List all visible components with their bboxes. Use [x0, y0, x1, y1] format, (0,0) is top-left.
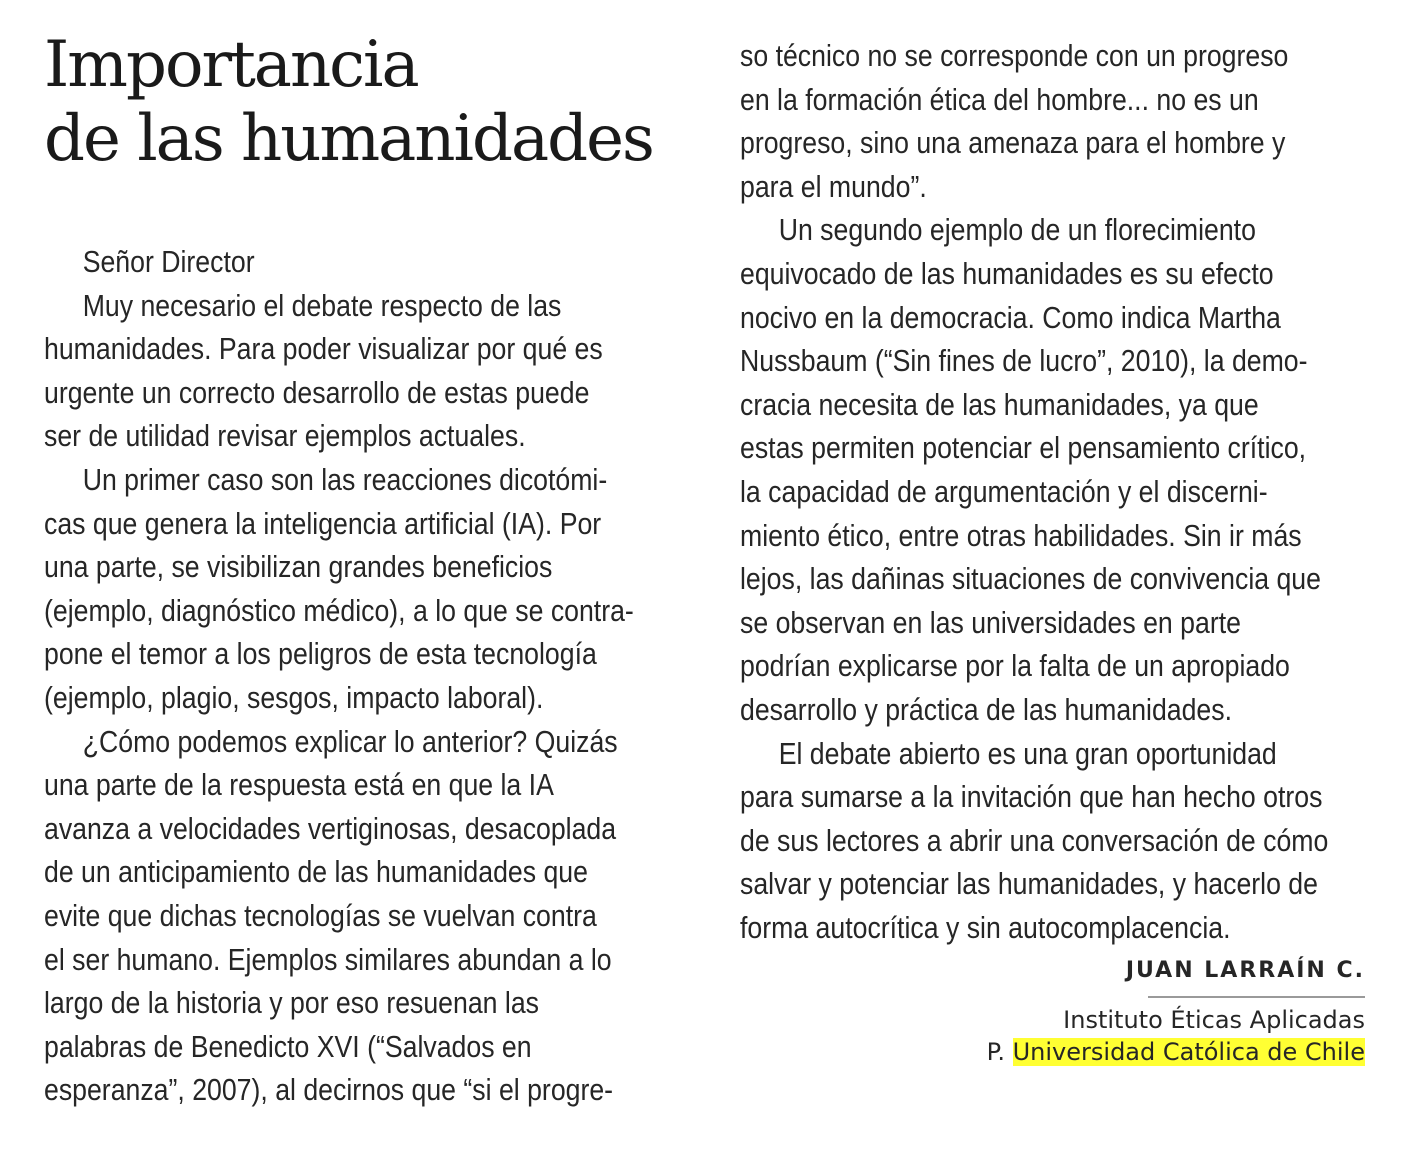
left-column-line: esperanza”, 2007), al decirnos que “si el progre- [44, 1072, 614, 1108]
article-title [44, 28, 684, 176]
university-name: Universidad Católica de Chile [1012, 1038, 1365, 1066]
title-line-1: Importancia [44, 28, 418, 102]
right-column-line: Un segundo ejemplo de un florecimiento [778, 212, 1256, 248]
right-column-line: salvar y potenciar las humanidades, y hacerlo de [740, 866, 1318, 902]
left-column-line: Señor Director [82, 244, 255, 279]
right-column-line: se observan en las universidades en parte [740, 604, 1241, 640]
right-column-line: cracia necesita de las humanidades, ya que [740, 386, 1259, 422]
right-column-line: en la formación ética del hombre... no es un [740, 81, 1259, 117]
right-column-line: estas permiten potenciar el pensamiento crítico, [740, 430, 1307, 466]
right-column-line: El debate abierto es una gran oportunidad [778, 735, 1277, 771]
left-column-line: palabras de Benedicto XVI (“Salvados en [44, 1028, 532, 1064]
right-column-line: miento ético, entre otras habilidades. Sin ir más [740, 517, 1302, 553]
left-column-line: largo de la historia y por eso resuenan las [44, 985, 539, 1021]
left-column-line: ¿Cómo podemos explicar lo anterior? Quizás [82, 723, 618, 759]
right-column-line: desarrollo y práctica de las humanidades. [740, 691, 1233, 727]
right-column-line: progreso, sino una amenaza para el hombre y [740, 125, 1286, 161]
right-column-line: podrían explicarse por la falta de un apropiado [740, 648, 1290, 684]
right-column-line: equivocado de las humanidades es su efecto [740, 255, 1274, 291]
right-column-line: para sumarse a la invitación que han hecho otros [740, 779, 1323, 815]
left-column-line: de un anticipamiento de las humanidades que [44, 854, 588, 890]
right-column [740, 34, 1380, 949]
left-column-line: avanza a velocidades vertiginosas, desacoplada [44, 810, 617, 846]
right-column-line: para el mundo”. [740, 168, 927, 204]
institute-name: Instituto Éticas Aplicadas [1063, 1006, 1365, 1034]
right-column-line: de sus lectores a abrir una conversación de cómo [740, 822, 1329, 858]
left-column-line: Un primer caso son las reacciones dicotómi- [82, 461, 608, 497]
left-column-line: evite que dichas tecnologías se vuelvan contra [44, 897, 597, 933]
left-column-line: el ser humano. Ejemplos similares abundan a lo [44, 941, 612, 977]
left-column-line: una parte, se visibilizan grandes beneficios [44, 549, 553, 585]
left-column-line: (ejemplo, plagio, sesgos, impacto laboral). [44, 679, 544, 715]
left-column-line: ser de utilidad revisar ejemplos actuales. [44, 418, 526, 454]
left-column-line: humanidades. Para poder visualizar por qué es [44, 331, 603, 367]
right-column-line: la capacidad de argumentación y el discerni- [740, 473, 1268, 509]
right-column-line: so técnico no se corresponde con un progreso [740, 38, 1289, 73]
university-line [987, 1036, 1365, 1068]
author-name: JUAN LARRAÍN C. [1125, 958, 1365, 983]
left-column-line: Muy necesario el debate respecto de las [82, 287, 562, 323]
right-column-line: nocivo en la democracia. Como indica Martha [740, 299, 1281, 335]
left-column [44, 240, 684, 1112]
left-column-line: urgente un correcto desarrollo de estas puede [44, 374, 590, 410]
author-affiliation [987, 1004, 1365, 1068]
left-column-line: una parte de la respuesta está en que la IA [44, 767, 554, 803]
signature-divider [1148, 996, 1365, 998]
right-column-line: forma autocrítica y sin autocomplacencia. [740, 909, 1231, 945]
title-line-2: de las humanidades [44, 102, 653, 176]
university-prefix: P. [986, 1038, 1005, 1066]
left-column-line: pone el temor a los peligros de esta tecnología [44, 636, 597, 672]
right-column-line: Nussbaum (“Sin fines de lucro”, 2010), la demo- [740, 343, 1308, 379]
left-column-line: cas que genera la inteligencia artificial (IA). Por [44, 505, 602, 541]
right-column-line: lejos, las dañinas situaciones de convivencia que [740, 561, 1321, 597]
left-column-line: (ejemplo, diagnóstico médico), a lo que se contra- [44, 592, 634, 628]
